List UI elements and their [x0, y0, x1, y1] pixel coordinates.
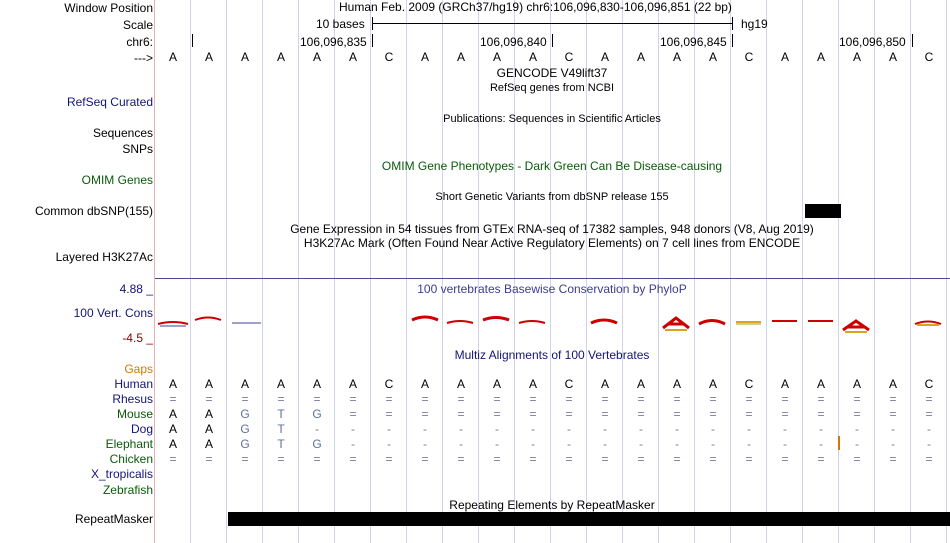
alignment-base: - — [531, 422, 535, 436]
ruler-tick-label: 106,096,840 — [480, 35, 547, 49]
alignment-base: A — [168, 407, 177, 421]
alignment-base: = — [781, 392, 789, 406]
alignment-base: A — [888, 377, 897, 391]
reference-base: A — [276, 50, 285, 64]
alignment-base: = — [637, 392, 645, 406]
alignment-base: A — [600, 377, 609, 391]
base-gridline — [226, 0, 227, 543]
alignment-base: = — [745, 407, 753, 421]
alignment-base: G — [240, 407, 250, 421]
gtex-track-title[interactable]: Gene Expression in 54 tissues from GTEx RNA-seq of 17382 samples, 948 donors (V8, Aug 2019) — [290, 222, 814, 236]
alignment-base: = — [673, 392, 681, 406]
alignment-base: = — [349, 452, 357, 466]
track-label-snps[interactable]: SNPs — [122, 142, 153, 156]
alignment-base: G — [312, 407, 322, 421]
alignment-base: - — [387, 422, 391, 436]
publications-track-title[interactable]: Publications: Sequences in Scientific Articles — [443, 113, 661, 125]
alignment-base: A — [672, 377, 681, 391]
track-label-dbsnp[interactable]: Common dbSNP(155) — [34, 204, 153, 218]
alignment-base: - — [711, 422, 715, 436]
alignment-base: - — [639, 422, 643, 436]
alignment-base: = — [169, 452, 177, 466]
alignment-base: - — [459, 422, 463, 436]
alignment-base: - — [927, 422, 931, 436]
alignment-base: C — [924, 377, 934, 391]
alignment-base: = — [781, 407, 789, 421]
alignment-base: A — [780, 377, 789, 391]
base-gridline — [478, 0, 479, 543]
alignment-base: - — [747, 437, 751, 451]
base-gridline — [946, 0, 947, 543]
alignment-base: = — [565, 452, 573, 466]
base-gridline — [766, 0, 767, 543]
alignment-base: A — [240, 377, 249, 391]
scale-bar — [372, 23, 733, 24]
alignment-base: - — [891, 422, 895, 436]
alignment-base: = — [889, 407, 897, 421]
base-gridline — [298, 0, 299, 543]
alignment-base: = — [925, 407, 933, 421]
alignment-base: - — [315, 422, 319, 436]
base-gridline — [334, 0, 335, 543]
reference-base: A — [492, 50, 501, 64]
ruler-tick-label: 106,096,850 — [839, 35, 906, 49]
species-label-mouse[interactable]: Mouse — [116, 407, 153, 421]
alignment-base: A — [204, 407, 213, 421]
alignment-base: A — [276, 377, 285, 391]
track-label-omim[interactable]: OMIM Genes — [81, 173, 153, 187]
reference-base: A — [204, 50, 213, 64]
species-label-elephant[interactable]: Elephant — [105, 437, 153, 451]
reference-base: A — [708, 50, 717, 64]
reference-base: A — [888, 50, 897, 64]
track-label-refseq[interactable]: RefSeq Curated — [66, 95, 153, 109]
species-label-rhesus[interactable]: Rhesus — [112, 392, 153, 406]
cons-min-label: -4.5 _ — [122, 331, 153, 345]
ruler-tick — [372, 34, 373, 47]
repeatmasker-track-title[interactable]: Repeating Elements by RepeatMasker — [449, 498, 655, 512]
conservation-track-title[interactable]: 100 vertebrates Basewise Conservation by PhyloP — [417, 282, 687, 296]
base-gridline — [442, 0, 443, 543]
alignment-base: = — [601, 407, 609, 421]
alignment-base: - — [783, 437, 787, 451]
alignment-base: = — [313, 452, 321, 466]
species-label-x_tropicalis[interactable]: X_tropicalis — [90, 467, 153, 481]
cons-max-label: 4.88 _ — [119, 282, 153, 296]
cons-peak — [158, 322, 188, 326]
alignment-base: = — [313, 392, 321, 406]
gencode-track-title[interactable]: GENCODE V49lift37 — [496, 66, 608, 80]
alignment-base: - — [423, 437, 427, 451]
alignment-base: = — [385, 392, 393, 406]
alignment-base: = — [817, 407, 825, 421]
ruler-tick-label: 106,096,845 — [660, 35, 727, 49]
chrom-label[interactable]: chr6: — [126, 35, 153, 49]
alignment-base: = — [853, 392, 861, 406]
alignment-base: = — [169, 392, 177, 406]
strand-arrow-label[interactable]: ---> — [134, 51, 153, 65]
alignment-base: C — [384, 377, 394, 391]
alignment-base: = — [205, 452, 213, 466]
base-gridline — [802, 0, 803, 543]
cons-peak — [519, 321, 545, 323]
alignment-base: C — [564, 377, 574, 391]
omim-track-title[interactable]: OMIM Gene Phenotypes - Dark Green Can Be Disease-causing — [381, 159, 723, 173]
alignment-base: - — [855, 437, 859, 451]
track-label-sequences[interactable]: Sequences — [92, 126, 153, 140]
alignment-base: = — [889, 392, 897, 406]
alignment-base: - — [891, 437, 895, 451]
conservation-top-line — [155, 278, 950, 279]
reference-base: A — [312, 50, 321, 64]
reference-base: A — [348, 50, 357, 64]
alignment-base: - — [855, 422, 859, 436]
alignment-base: - — [495, 422, 499, 436]
alignment-base: = — [709, 452, 717, 466]
alignment-base: T — [277, 407, 285, 421]
alignment-base: - — [531, 437, 535, 451]
alignment-base: A — [204, 422, 213, 436]
species-label-zebrafish[interactable]: Zebrafish — [102, 483, 153, 497]
alignment-base: = — [673, 407, 681, 421]
refseq-track-subtitle[interactable]: RefSeq genes from NCBI — [489, 82, 615, 94]
cons-peak — [915, 322, 941, 326]
reference-base: C — [744, 50, 754, 64]
ruler-tick — [732, 34, 733, 47]
alignment-base: - — [711, 437, 715, 451]
ruler-tick — [912, 34, 913, 47]
alignment-base: = — [457, 452, 465, 466]
alignment-base: = — [529, 407, 537, 421]
track-label-repeatmasker[interactable]: RepeatMasker — [74, 512, 153, 526]
alignment-base: = — [421, 392, 429, 406]
alignment-base: = — [241, 392, 249, 406]
scale-bar-right-cap — [732, 17, 733, 30]
reference-base: C — [384, 50, 394, 64]
alignment-base: - — [495, 437, 499, 451]
base-gridline — [874, 0, 875, 543]
alignment-base: = — [493, 392, 501, 406]
reference-base: C — [564, 50, 574, 64]
alignment-base: = — [925, 392, 933, 406]
alignment-base: = — [277, 452, 285, 466]
alignment-base: = — [529, 392, 537, 406]
alignment-base: - — [819, 437, 823, 451]
multiz-track-title[interactable]: Multiz Alignments of 100 Vertebrates — [454, 348, 650, 362]
alignment-base: = — [709, 407, 717, 421]
alignment-base: = — [601, 452, 609, 466]
alignment-base: G — [240, 437, 250, 451]
alignment-base: = — [637, 452, 645, 466]
ruler-tick — [192, 34, 193, 47]
alignment-base: = — [565, 407, 573, 421]
elephant-insertion-mark — [838, 436, 840, 450]
cons-peak — [591, 320, 617, 323]
alignment-base: = — [817, 452, 825, 466]
base-gridline — [838, 0, 839, 543]
alignment-base: A — [528, 377, 537, 391]
alignment-base: = — [745, 452, 753, 466]
alignment-base: - — [423, 422, 427, 436]
alignment-base: = — [349, 392, 357, 406]
reference-base: A — [672, 50, 681, 64]
alignment-base: A — [636, 377, 645, 391]
alignment-base: = — [277, 392, 285, 406]
alignment-base: T — [277, 437, 285, 451]
dbsnp-track-title[interactable]: Short Genetic Variants from dbSNP release 155 — [435, 191, 669, 203]
cons-peak — [736, 322, 761, 324]
alignment-base: A — [852, 377, 861, 391]
alignment-base: - — [675, 422, 679, 436]
alignment-base: - — [747, 422, 751, 436]
alignment-base: - — [351, 422, 355, 436]
alignment-base: = — [601, 392, 609, 406]
alignment-base: = — [781, 452, 789, 466]
base-gridline — [370, 0, 371, 543]
assembly-label: hg19 — [741, 17, 768, 31]
alignment-base: - — [567, 422, 571, 436]
alignment-base: = — [853, 452, 861, 466]
alignment-base: A — [456, 377, 465, 391]
reference-base: A — [456, 50, 465, 64]
alignment-base: = — [421, 407, 429, 421]
alignment-base: - — [819, 422, 823, 436]
cons-peak — [447, 321, 473, 323]
alignment-base: - — [603, 422, 607, 436]
alignment-base: = — [493, 407, 501, 421]
cons-peak — [843, 321, 869, 332]
alignment-base: - — [567, 437, 571, 451]
alignment-base: = — [745, 392, 753, 406]
window-position-text: Human Feb. 2009 (GRCh37/hg19) chr6:106,096,830-106,096,851 (22 bp) — [339, 0, 732, 14]
cons-peak — [195, 318, 221, 321]
reference-base: A — [168, 50, 177, 64]
base-gridline — [190, 0, 191, 543]
reference-base: A — [600, 50, 609, 64]
alignment-base: = — [637, 407, 645, 421]
species-label-human[interactable]: Human — [114, 377, 153, 391]
alignment-base: A — [492, 377, 501, 391]
ruler-tick-label: 106,096,835 — [300, 35, 367, 49]
reference-base: A — [240, 50, 249, 64]
cons-peak — [699, 321, 725, 325]
alignment-base: A — [348, 377, 357, 391]
base-gridline — [262, 0, 263, 543]
alignment-base: A — [168, 422, 177, 436]
ruler-tick — [552, 34, 553, 47]
alignment-base: - — [387, 437, 391, 451]
alignment-base: = — [205, 392, 213, 406]
reference-base: A — [528, 50, 537, 64]
reference-base: C — [924, 50, 934, 64]
alignment-base: = — [565, 392, 573, 406]
scale-bar-left-cap — [372, 17, 373, 30]
alignment-base: = — [493, 452, 501, 466]
alignment-base: A — [420, 377, 429, 391]
track-label-gaps[interactable]: Gaps — [124, 362, 153, 376]
alignment-base: A — [816, 377, 825, 391]
alignment-base: - — [675, 437, 679, 451]
base-gridline — [910, 0, 911, 543]
species-label-dog[interactable]: Dog — [130, 422, 153, 436]
alignment-base: = — [853, 407, 861, 421]
alignment-base: = — [529, 452, 537, 466]
reference-base: A — [816, 50, 825, 64]
alignment-base: A — [168, 437, 177, 451]
alignment-base: - — [783, 422, 787, 436]
alignment-base: = — [349, 407, 357, 421]
dbsnp-variant-feature[interactable] — [805, 204, 841, 218]
alignment-base: T — [277, 422, 285, 436]
track-label-h3k27ac[interactable]: Layered H3K27Ac — [55, 250, 153, 264]
alignment-base: - — [351, 437, 355, 451]
window-position-label[interactable]: Window Position — [64, 1, 153, 15]
alignment-base: A — [708, 377, 717, 391]
alignment-base: = — [385, 452, 393, 466]
reference-base: A — [780, 50, 789, 64]
scale-label[interactable]: Scale — [122, 18, 153, 32]
alignment-base: - — [459, 437, 463, 451]
alignment-base: = — [457, 407, 465, 421]
reference-base: A — [420, 50, 429, 64]
base-gridline — [622, 0, 623, 543]
base-gridline — [406, 0, 407, 543]
alignment-base: G — [240, 422, 250, 436]
alignment-base: - — [927, 437, 931, 451]
alignment-base: = — [925, 452, 933, 466]
base-gridline — [694, 0, 695, 543]
h3k27ac-track-title[interactable]: H3K27Ac Mark (Often Found Near Active Regulatory Elements) on 7 cell lines from ENCODE — [303, 236, 801, 250]
alignment-base: A — [204, 437, 213, 451]
alignment-base: = — [673, 452, 681, 466]
reference-base: A — [636, 50, 645, 64]
cons-peak — [663, 318, 689, 330]
species-label-chicken[interactable]: Chicken — [109, 452, 153, 466]
alignment-base: = — [709, 392, 717, 406]
reference-base: A — [852, 50, 861, 64]
alignment-base: C — [744, 377, 754, 391]
conservation-logo — [155, 310, 950, 336]
alignment-base: A — [312, 377, 321, 391]
alignment-base: = — [889, 452, 897, 466]
alignment-base: = — [385, 407, 393, 421]
alignment-base: = — [241, 452, 249, 466]
scale-text: 10 bases — [316, 17, 365, 31]
alignment-base: A — [204, 377, 213, 391]
alignment-base: = — [817, 392, 825, 406]
alignment-base: - — [603, 437, 607, 451]
alignment-base: G — [312, 437, 322, 451]
cons-peak — [483, 318, 509, 321]
base-gridline — [658, 0, 659, 543]
repeatmasker-element[interactable] — [228, 512, 950, 526]
cons-peak — [412, 317, 438, 320]
alignment-base: A — [168, 377, 177, 391]
alignment-base: = — [457, 392, 465, 406]
alignment-base: - — [639, 437, 643, 451]
track-label-conservation[interactable]: 100 Vert. Cons — [73, 306, 153, 320]
alignment-base: = — [421, 452, 429, 466]
base-gridline — [730, 0, 731, 543]
